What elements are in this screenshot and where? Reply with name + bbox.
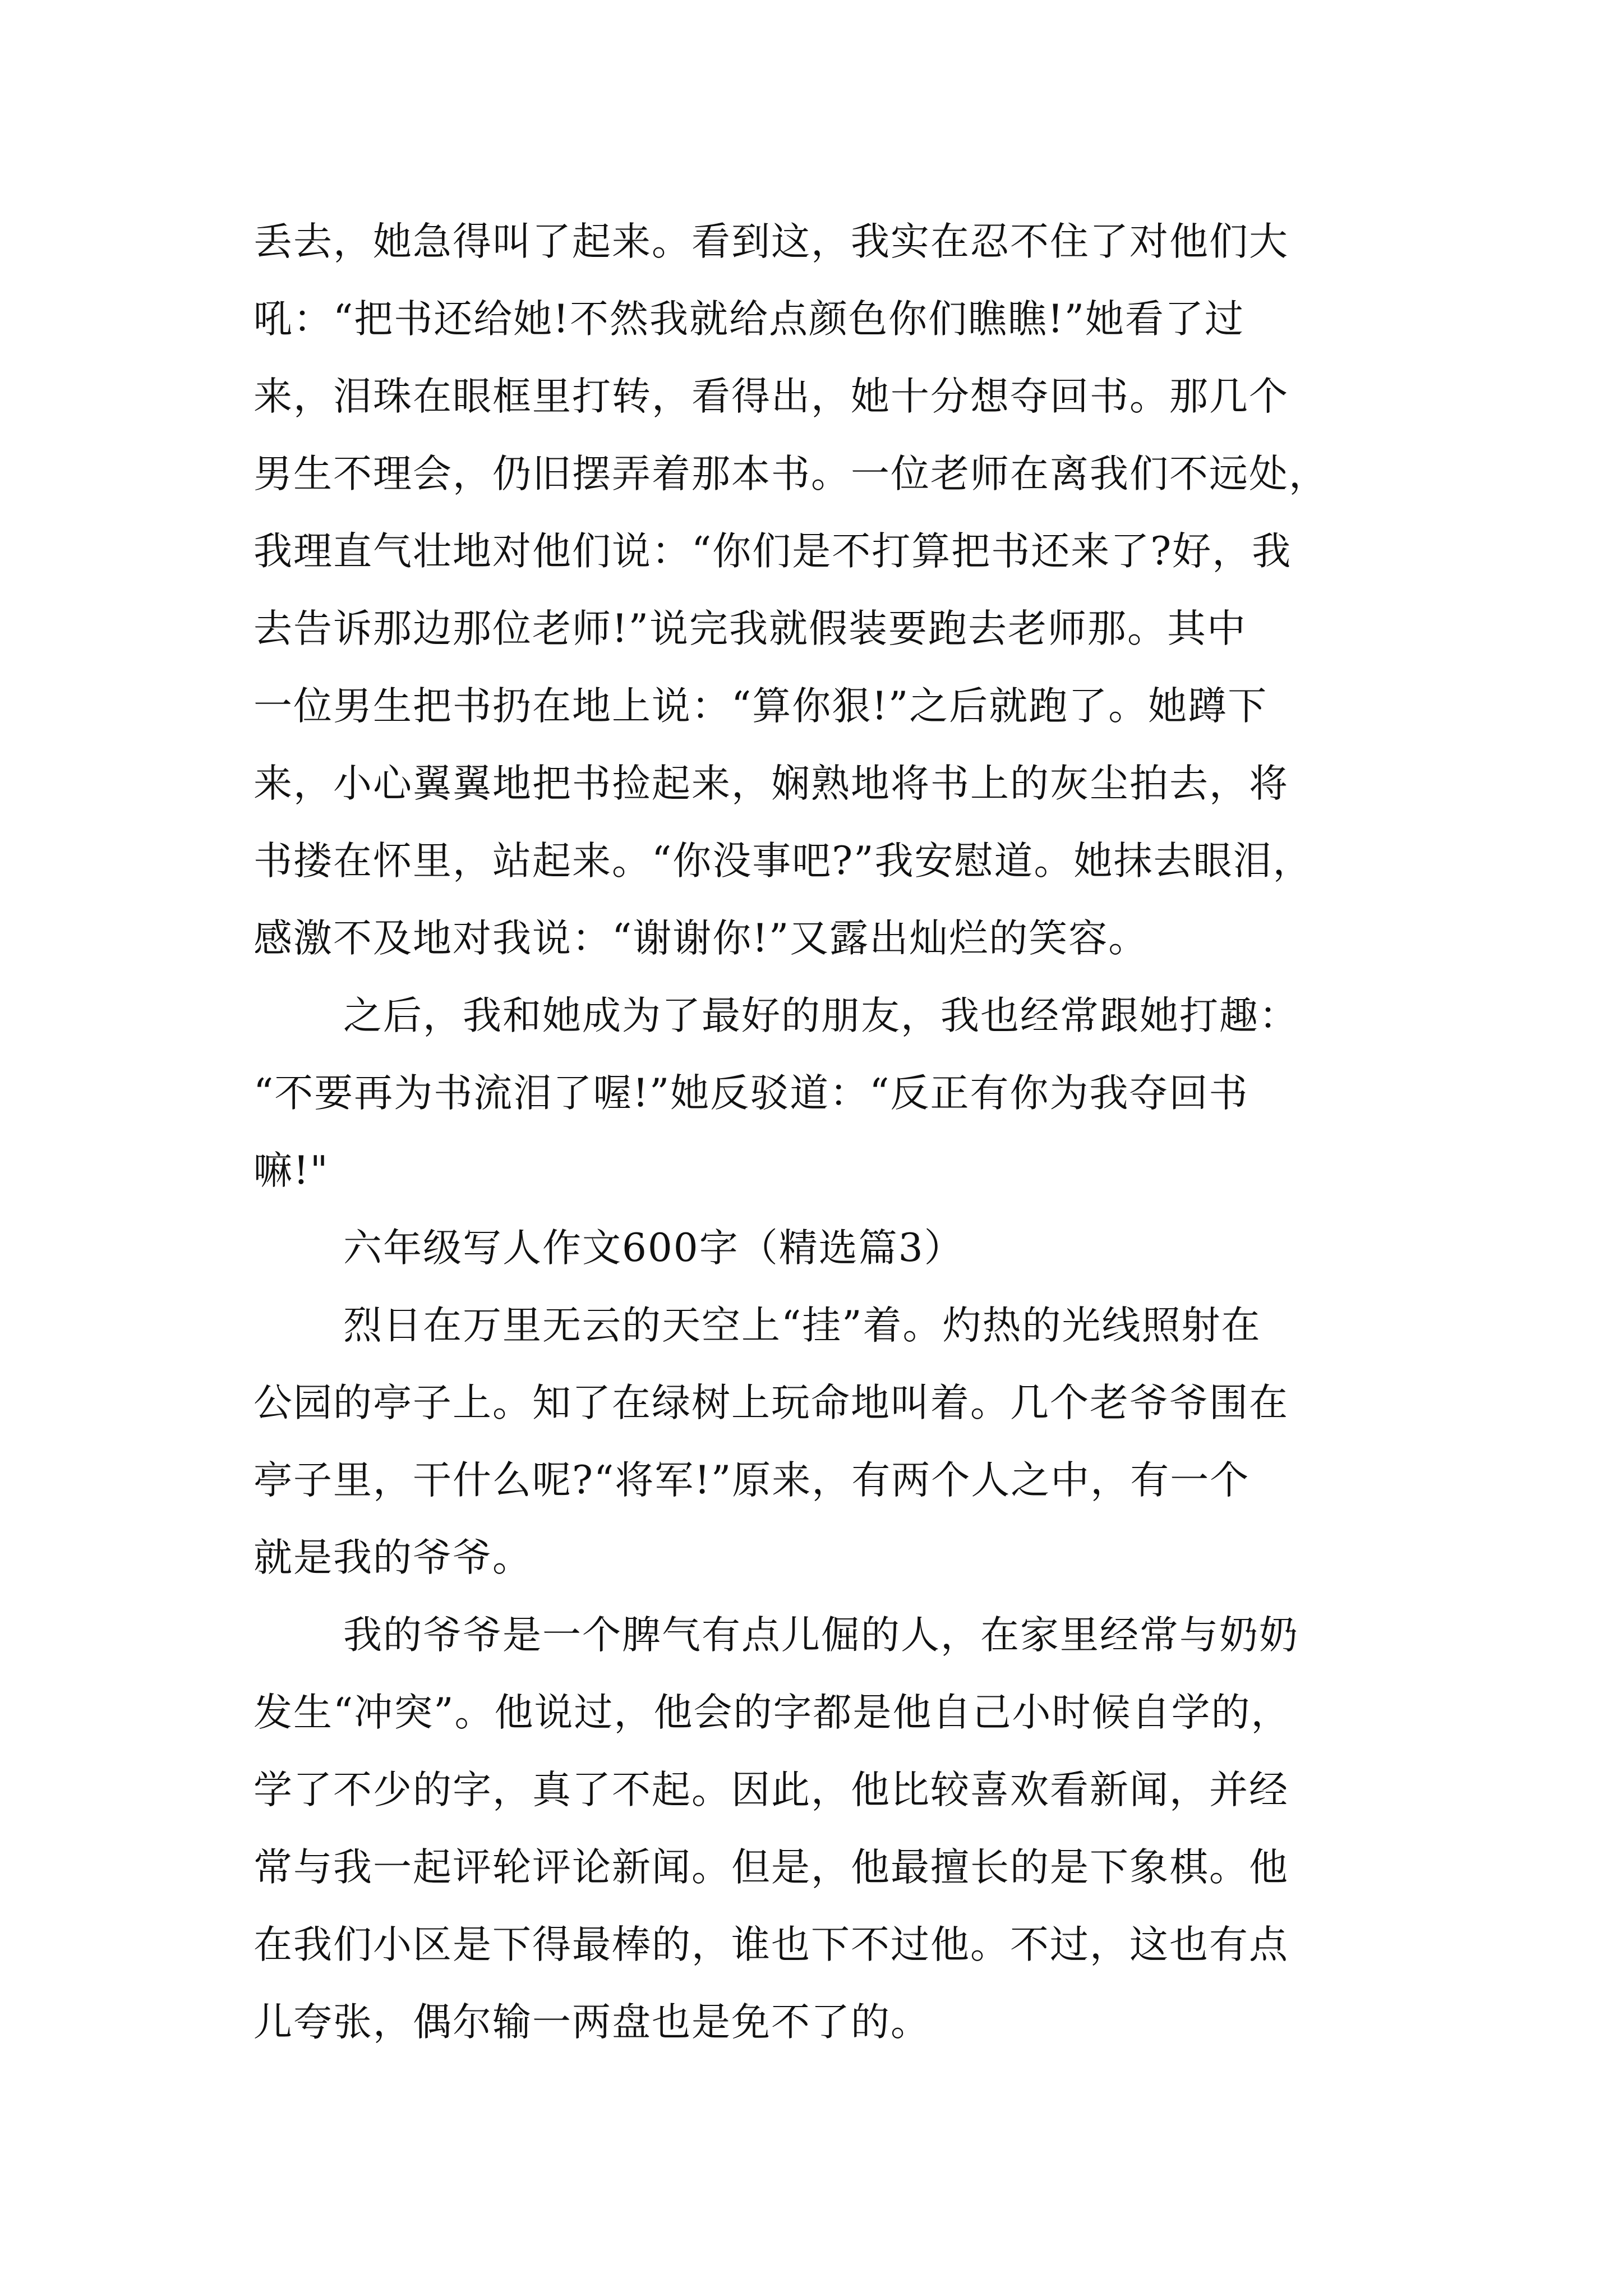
document-body (253, 203, 1392, 2061)
text-line: 常与我一起评轮评论新闻。但是，他最擅长的是下象棋。他 (253, 1845, 1289, 1890)
text-line: 之后，我和她成为了最好的朋友，我也经常跟她打趣： (343, 993, 1299, 1038)
text-line: 嘛!" (253, 1148, 329, 1193)
text-line: 儿夸张，偶尔输一两盘也是免不了的。 (253, 2000, 930, 2045)
text-line: 在我们小区是下得最棒的，谁也下不过他。不过，这也有点 (253, 1922, 1289, 1967)
paragraph-1 (253, 203, 1392, 977)
text-line: 感激不及地对我说：“谢谢你!”又露出灿烂的笑容。 (253, 916, 1149, 961)
text-line: 亭子里，干什么呢?“将军!”原来，有两个人之中，有一个 (253, 1458, 1250, 1503)
text-line: 吼：“把书还给她!不然我就给点颜色你们瞧瞧!”她看了过 (253, 297, 1245, 342)
text-line: 来，小心翼翼地把书捡起来，娴熟地将书上的灰尘拍去，将 (253, 761, 1289, 806)
text-line: 书搂在怀里，站起来。“你没事吧?”我安慰道。她抹去眼泪， (253, 839, 1313, 884)
text-line: 我理直气壮地对他们说：“你们是不打算把书还来了?好，我 (253, 529, 1292, 574)
text-line: 一位男生把书扔在地上说：“算你狠!”之后就跑了。她蹲下 (253, 684, 1268, 729)
paragraph-2 (253, 977, 1392, 1209)
text-line: 发生“冲突”。他说过，他会的字都是他自己小时候自学的， (253, 1690, 1291, 1735)
text-line: 去告诉那边那位老师!”说完我就假装要跑去老师那。其中 (253, 606, 1247, 651)
text-line: 男生不理会，仍旧摆弄着那本书。一位老师在离我们不远处， (253, 452, 1329, 496)
text-line: “不要再为书流泪了喔!”她反驳道：“反正有你为我夺回书 (253, 1071, 1249, 1116)
text-line: 我的爷爷是一个脾气有点儿倔的人，在家里经常与奶奶 (343, 1613, 1299, 1658)
section-title: 六年级写人作文600字（精选篇3） (343, 1226, 964, 1271)
text-line: 学了不少的字，真了不起。因此，他比较喜欢看新闻，并经 (253, 1768, 1289, 1812)
text-line: 就是我的爷爷。 (253, 1535, 532, 1580)
text-line: 来，泪珠在眼框里打转，看得出，她十分想夺回书。那几个 (253, 374, 1289, 419)
text-line: 丢去，她急得叫了起来。看到这，我实在忍不住了对他们大 (253, 219, 1289, 264)
text-line: 公园的亭子上。知了在绿树上玩命地叫着。几个老爷爷围在 (253, 1381, 1289, 1425)
paragraph-4 (253, 1596, 1392, 2061)
text-line: 烈日在万里无云的天空上“挂”着。灼热的光线照射在 (343, 1303, 1261, 1348)
paragraph-3 (253, 1287, 1392, 1596)
